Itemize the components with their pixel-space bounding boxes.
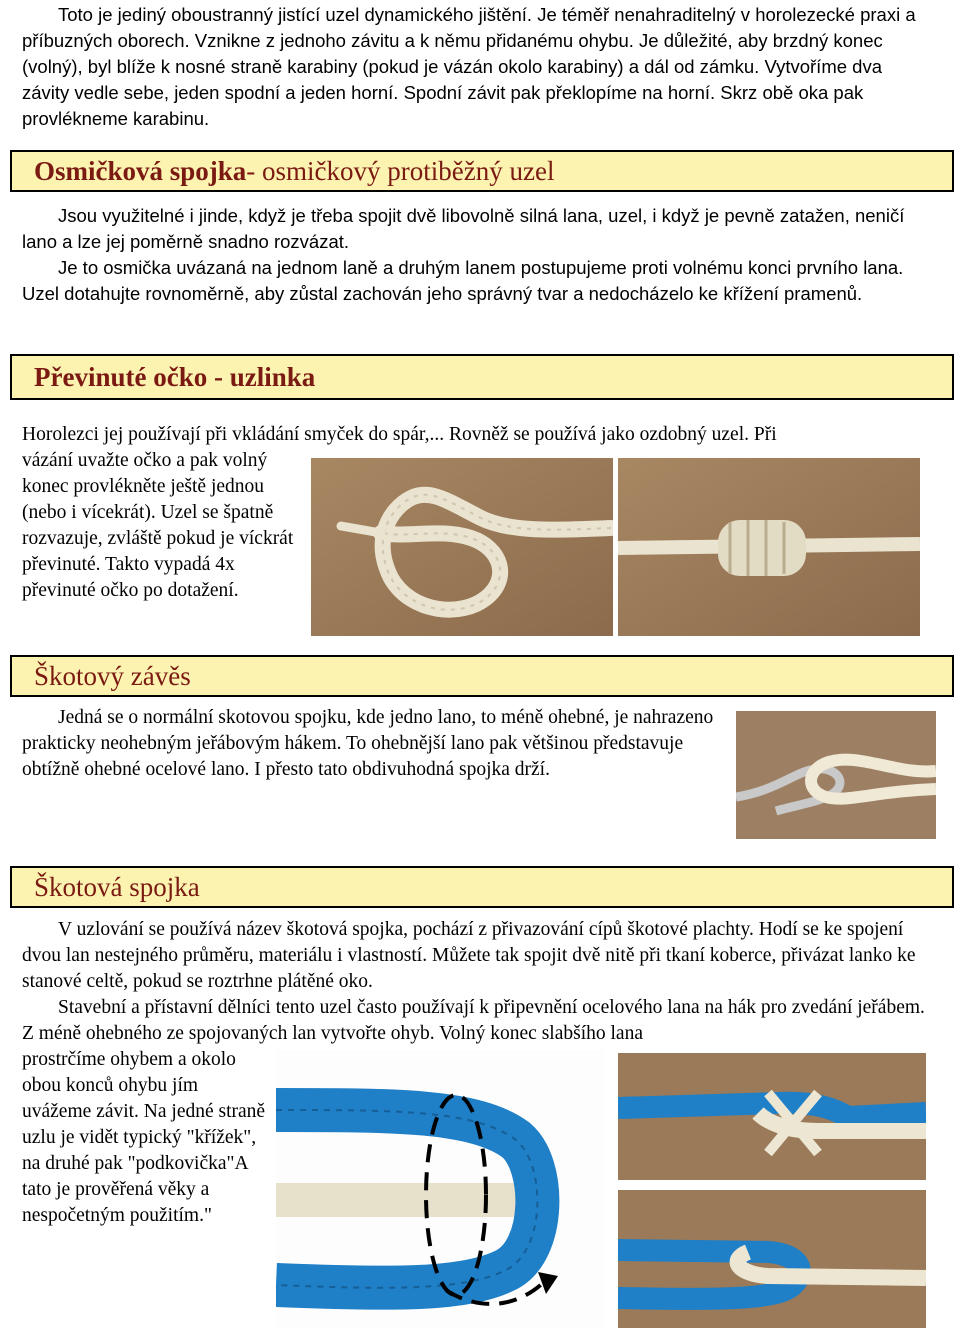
section-title-bold: Osmičková spojka <box>34 155 247 186</box>
intro-paragraph: Toto je jediný oboustranný jistící uzel dynamického jištění. Je téměř nenahraditelný v horolezecké praxi a příbuzných oborech. Vznikne z jednoho závitu a k němu přidanému ohybu. Je důležité, aby brzdný konec (volný), byl blíže k nosné straně karabiny (pokud je vázán okolo karabiny) a dál od zámku. Vytvoříme dva závity vedle sebe, jeden spodní a jeden horní. Spodní závit pak překlopíme na horní. Skrz obě oka pak provlékneme karabinu. <box>22 4 916 129</box>
zaves-paragraph: Jedná se o normální skotovou spojku, kde jedno lano, to méně ohebné, je nahrazeno prakticky neohebným jeřábovým hákem. To ohebnější lano pak většinou představuje obtížně ohebné ocelové lano. I přesto tato obdivuhodná spojka drží. <box>22 707 714 780</box>
section-header-previnute <box>10 354 954 400</box>
photo-sheet-bend-cross <box>618 1053 926 1180</box>
osmickova-paragraph-2: Je to osmička uvázaná na jednom laně a druhým lanem postupujeme proti volnému konci prvního lana. Uzel dotahujte rovnoměrně, aby zůstal zachován jeho správný tvar a nedocházelo ke křížení pramenů. <box>22 257 904 304</box>
previnute-paragraph-line1: Horolezci jej používají při vkládání smyček do spár,... Rovněž se používá jako ozdobný uzel. Při <box>22 424 777 445</box>
section-title-rest: - osmičkový protiběžný uzel <box>246 155 555 186</box>
previnute-paragraph-rest: vázání uvažte očko a pak volný konec provlékněte ještě jednou (nebo i vícekrát). Uzel se špatně rozvazuje, zvláště pokud je víckrát převinuté. Takto vypadá 4x převinuté očko po dotažení. <box>22 450 294 601</box>
photo-sheet-bend-diagram <box>276 1050 604 1328</box>
section-title-text: Převinuté očko - uzlinka <box>34 361 316 392</box>
section-title <box>34 868 200 906</box>
section-title <box>34 657 191 695</box>
section-header-osmickova <box>10 150 954 192</box>
spojka-paragraph-3: prostrčíme ohybem a okolo obou konců ohybu jím uvážeme závit. Na jedné straně uzlu je vidět typický "křížek", na druhé pak "podkovička"A tato je prověřená věky a nespočetným použitím." <box>22 1049 266 1226</box>
photo-sheet-bend-horseshoe <box>618 1190 926 1328</box>
section-title <box>34 152 554 190</box>
section-header-zaves <box>10 655 954 697</box>
photo-hook-knot <box>736 711 936 839</box>
section-title <box>34 356 315 398</box>
photo-loose-knot <box>311 458 613 636</box>
spojka-paragraph-1: V uzlování se používá název škotová spojka, pochází z přivazování cípů škotové plachty. Hodí se ke spojení dvou lan nestejného průměru, materiálu i vlastností. Můžete tak spojit dvě nitě při tkaní koberce, přivázat lanko ke stanové celtě, pokud se roztrhne plátěné oko. <box>22 919 916 992</box>
section-header-spojka <box>10 866 954 908</box>
section-title-text: Škotová spojka <box>34 871 200 902</box>
photo-tightened-knot <box>618 458 920 636</box>
spojka-paragraph-2: Stavební a přístavní dělníci tento uzel často používají k připevnění ocelového lana na hák pro zvedání jeřábem. Z méně ohebného ze spojovaných lan vytvořte ohyb. Volný konec slabšího lana <box>22 997 925 1044</box>
osmickova-paragraph-1: Jsou využitelné i jinde, když je třeba spojit dvě libovolně silná lana, uzel, i když je pevně zatažen, neničí lano a lze jej poměrně snadno rozvázat. <box>22 205 905 252</box>
section-title-text: Škotový závěs <box>34 660 191 691</box>
